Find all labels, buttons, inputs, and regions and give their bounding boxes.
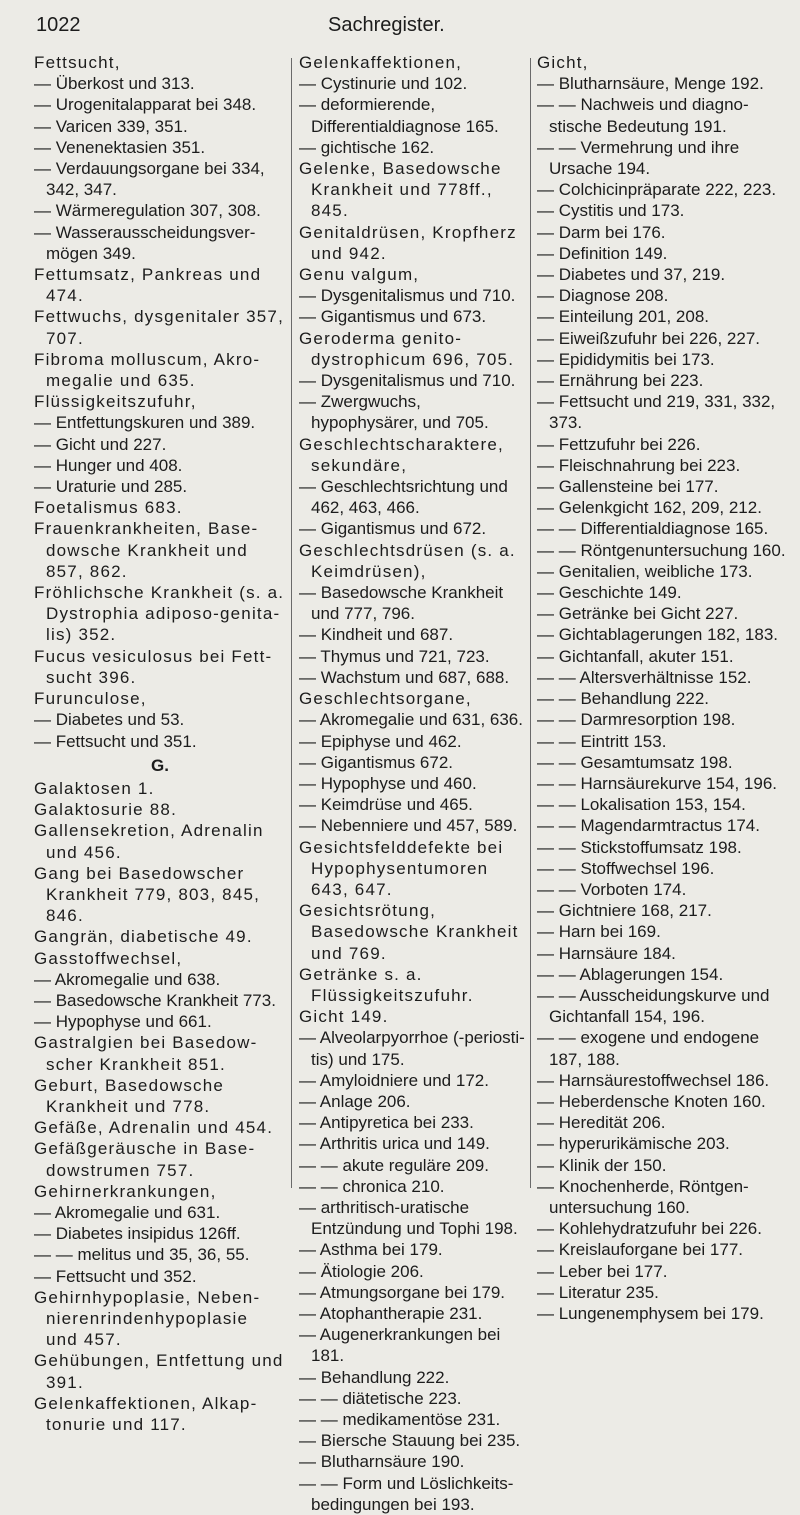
- index-entry: — Wärmeregulation 307, 308.: [34, 201, 261, 221]
- index-entry: — Darm bei 176.: [537, 222, 666, 242]
- index-entry: — Verdauungsorgane bei 334, 342, 347.: [34, 159, 265, 200]
- index-entry: — Nebenniere und 457, 589.: [299, 816, 518, 836]
- index-entry: — Knochenherde, Röntgenuntersuchung 160.: [537, 1176, 749, 1217]
- index-entry: Genitaldrüsen, Kropfherz und 942.: [299, 222, 517, 263]
- index-entry: Gehübungen, Entfettung und 391.: [34, 1351, 284, 1392]
- index-entry: — deformierende, Differentialdiagnose 165.: [299, 95, 499, 136]
- index-entry: — Fettsucht und 351.: [34, 731, 197, 751]
- index-entry: — Hypophyse und 661.: [34, 1012, 212, 1032]
- index-entry: — — Altersverhältnisse 152.: [537, 667, 752, 687]
- index-entry: Foetalismus 683.: [34, 498, 183, 518]
- index-entry: Fettwuchs, dysgenitaler 357, 707.: [34, 307, 284, 348]
- index-entry: Gesichtsrötung, Basedowsche Krankheit und 769.: [299, 901, 519, 963]
- index-entry: — Epiphyse und 462.: [299, 731, 462, 751]
- index-entry: — Antipyretica bei 233.: [299, 1113, 474, 1133]
- index-entry: — Harnsäure 184.: [537, 943, 676, 963]
- index-entry: — Diabetes insipidus 126ff.: [34, 1224, 241, 1244]
- index-entry: — Cystitis und 173.: [537, 201, 685, 221]
- index-entry: — Hunger und 408.: [34, 455, 183, 475]
- index-column-1: [34, 52, 286, 1434]
- index-entry: — Lungenemphysem bei 179.: [537, 1303, 764, 1323]
- index-entry: — Akromegalie und 638.: [34, 969, 221, 989]
- index-entry: — Eiweißzufuhr bei 226, 227.: [537, 328, 761, 348]
- index-entry: — Getränke bei Gicht 227.: [537, 604, 739, 624]
- index-entry: — — Lokalisation 153, 154.: [537, 795, 746, 815]
- index-entry: — Behandlung 222.: [299, 1367, 450, 1387]
- index-entry: Furunculose,: [34, 689, 147, 709]
- index-entry: — Definition 149.: [537, 243, 668, 263]
- index-entry: — Asthma bei 179.: [299, 1240, 443, 1260]
- index-entry: — — Ablagerungen 154.: [537, 964, 724, 984]
- index-entry: — Gichtniere 168, 217.: [537, 901, 712, 921]
- index-entry: — Literatur 235.: [537, 1282, 659, 1302]
- index-entry: — Diabetes und 53.: [34, 710, 185, 730]
- index-entry: — — Nachweis und diagnostische Bedeutung 191.: [537, 95, 749, 136]
- index-entry: — — Vorboten 174.: [537, 879, 687, 899]
- index-entry: — — Darmresorption 198.: [537, 710, 736, 730]
- index-entry: Gefäße, Adrenalin und 454.: [34, 1118, 274, 1138]
- index-entry: — Gigantismus 672.: [299, 752, 454, 772]
- index-entry: Gehirnerkrankungen,: [34, 1181, 217, 1201]
- index-entry: Fröhlichsche Krankheit (s. a. Dystrophia adiposo-genitalis) 352.: [34, 583, 285, 645]
- index-entry: — — Vermehrung und ihre Ursache 194.: [537, 137, 740, 179]
- index-entry: — Hypophyse und 460.: [299, 773, 477, 793]
- index-entry: Gastralgien bei Basedowscher Krankheit 851.: [34, 1033, 257, 1074]
- index-column-3: [537, 52, 789, 1323]
- index-entry: — — Behandlung 222.: [537, 689, 710, 709]
- column-divider-2: [530, 58, 531, 1188]
- index-entry: Gelenkaffektionen, Alkaptonurie und 117.: [34, 1393, 257, 1434]
- index-entry: Gesichtsfelddefekte bei Hypophysentumoren 643, 647.: [299, 837, 504, 899]
- index-entry: — Augenerkrankungen bei 181.: [299, 1325, 501, 1366]
- index-entry: — Venenektasien 351.: [34, 137, 206, 157]
- index-entry: — Geschichte 149.: [537, 583, 682, 603]
- index-entry: — Gichtablagerungen 182, 183.: [537, 625, 779, 645]
- index-entry: — — melitus und 35, 36, 55.: [34, 1245, 250, 1265]
- index-entry: — Gicht und 227.: [34, 434, 167, 454]
- index-entry: — Klinik der 150.: [537, 1155, 667, 1175]
- index-entry: — Gigantismus und 673.: [299, 307, 487, 327]
- index-entry: — — Form und Löslichkeitsbedingungen bei 193.: [299, 1473, 514, 1514]
- index-entry: — Atmungsorgane bei 179.: [299, 1282, 506, 1302]
- index-entry: — — Ausscheidungskurve und Gichtanfall 154, 196.: [537, 985, 770, 1027]
- index-entry: — Varicen 339, 351.: [34, 116, 188, 136]
- column-divider-1: [291, 58, 292, 1188]
- index-entry: — Colchicinpräparate 222, 223.: [537, 180, 777, 200]
- index-entry: — Heredität 206.: [537, 1113, 666, 1133]
- index-entry: — Wasserausscheidungsvermögen 349.: [34, 222, 256, 263]
- section-letter: G.: [151, 755, 169, 775]
- index-entry: — Gelenkgicht 162, 209, 212.: [537, 498, 762, 518]
- index-entry: — Gallensteine bei 177.: [537, 477, 719, 497]
- index-entry: — — exogene und endogene 187, 188.: [537, 1028, 760, 1069]
- index-entry: Gelenke, Basedowsche Krankheit und 778ff., 845.: [299, 159, 502, 221]
- index-entry: Frauenkrankheiten, Basedowsche Krankheit und 857, 862.: [34, 519, 258, 581]
- index-entry: — Diabetes und 37, 219.: [537, 265, 726, 285]
- index-entry: — Fettsucht und 352.: [34, 1266, 197, 1286]
- index-entry: — Thymus und 721, 723.: [299, 646, 490, 666]
- index-entry: Gang bei Basedowscher Krankheit 779, 803, 845, 846.: [34, 863, 261, 926]
- index-entry: Flüssigkeitszufuhr,: [34, 392, 197, 412]
- index-entry: — Akromegalie und 631.: [34, 1202, 221, 1222]
- index-entry: Genu valgum,: [299, 265, 420, 285]
- index-entry: — Blutharnsäure 190.: [299, 1452, 465, 1472]
- index-entry: — Urogenitalapparat bei 348.: [34, 95, 257, 115]
- index-entry: Geroderma genito-dystrophicum 696, 705.: [299, 328, 515, 369]
- index-entry: — Kindheit und 687.: [299, 625, 454, 645]
- index-entry: — Cystinurie und 102.: [299, 74, 468, 94]
- index-column-2: [299, 52, 525, 1514]
- index-entry: — Uraturie und 285.: [34, 477, 188, 497]
- index-entry: — hyperurikämische 203.: [537, 1134, 730, 1154]
- index-entry: — — chronica 210.: [299, 1176, 445, 1196]
- index-entry: — — Stoffwechsel 196.: [537, 858, 715, 878]
- index-entry: — — diätetische 223.: [299, 1388, 462, 1408]
- index-entry: — Dysgenitalismus und 710.: [299, 371, 516, 391]
- index-entry: — Anlage 206.: [299, 1091, 411, 1111]
- page-number: 1022: [36, 14, 81, 36]
- index-entry: — Biersche Stauung bei 235.: [299, 1431, 521, 1451]
- index-entry: Gehirnhypoplasie, Nebennierenrindenhypoplasie und 457.: [34, 1287, 260, 1350]
- index-entry: — Akromegalie und 631, 636.: [299, 710, 523, 730]
- index-entry: — Kohlehydratzufuhr bei 226.: [537, 1219, 762, 1239]
- index-entry: Geburt, Basedowsche Krankheit und 778.: [34, 1075, 225, 1116]
- index-entry: Gallensekretion, Adrenalin und 456.: [34, 821, 264, 862]
- index-entry: — gichtische 162.: [299, 137, 435, 157]
- index-entry: Gicht,: [537, 53, 589, 72]
- index-entry: Gicht 149.: [299, 1007, 389, 1027]
- index-entry: — Fettsucht und 219, 331, 332, 373.: [537, 392, 776, 433]
- index-entry: — arthritisch-uratische Entzündung und Tophi 198.: [299, 1197, 518, 1239]
- index-entry: — Dysgenitalismus und 710.: [299, 286, 516, 306]
- index-entry: — Entfettungskuren und 389.: [34, 413, 256, 433]
- index-entry: — — Differentialdiagnose 165.: [537, 519, 769, 539]
- index-entry: Gelenkaffektionen,: [299, 53, 463, 72]
- index-entry: — — Eintritt 153.: [537, 731, 667, 751]
- index-entry: — Leber bei 177.: [537, 1261, 668, 1281]
- index-entry: — Keimdrüse und 465.: [299, 795, 473, 815]
- index-entry: — Zwergwuchs, hypophysärer, und 705.: [299, 392, 489, 433]
- index-entry: — Wachstum und 687, 688.: [299, 667, 510, 687]
- index-entry: Galaktosurie 88.: [34, 800, 177, 820]
- index-entry: — — Harnsäurekurve 154, 196.: [537, 773, 778, 793]
- index-entry: Fucus vesiculosus bei Fettsucht 396.: [34, 646, 272, 687]
- index-entry: — — Magendarmtractus 174.: [537, 816, 760, 836]
- index-entry: Geschlechtsdrüsen (s. a. Keimdrüsen),: [299, 540, 516, 581]
- index-entry: Gasstoffwechsel,: [34, 948, 183, 968]
- index-entry: — Überkost und 313.: [34, 74, 195, 94]
- index-entry: — Gichtanfall, akuter 151.: [537, 646, 734, 666]
- index-entry: — Genitalien, weibliche 173.: [537, 561, 753, 581]
- index-entry: — — Stickstoffumsatz 198.: [537, 837, 742, 857]
- index-entry: — Gigantismus und 672.: [299, 519, 487, 539]
- index-entry: — Arthritis urica und 149.: [299, 1134, 490, 1154]
- index-entry: — Harnsäurestoffwechsel 186.: [537, 1070, 770, 1090]
- index-entry: — Heberdensche Knoten 160.: [537, 1091, 766, 1111]
- index-entry: — Blutharnsäure, Menge 192.: [537, 74, 764, 94]
- index-entry: — Alveolarpyorrhoe (-periostitis) und 175.: [299, 1028, 525, 1069]
- index-entry: — — Gesamtumsatz 198.: [537, 752, 733, 772]
- index-entry: — Amyloidniere und 172.: [299, 1070, 489, 1090]
- index-entry: — — Röntgenuntersuchung 160.: [537, 540, 786, 560]
- index-entry: — Geschlechtsrichtung und 462, 463, 466.: [299, 477, 508, 518]
- index-entry: — Kreislauforgane bei 177.: [537, 1240, 744, 1260]
- index-entry: Getränke s. a. Flüssigkeitszufuhr.: [299, 964, 474, 1005]
- index-entry: — Fleischnahrung bei 223.: [537, 455, 741, 475]
- index-entry: — Fettzufuhr bei 226.: [537, 434, 701, 454]
- index-entry: — Atophantherapie 231.: [299, 1303, 483, 1323]
- index-entry: — Harn bei 169.: [537, 922, 661, 942]
- index-entry: Galaktosen 1.: [34, 778, 155, 798]
- index-entry: Gefäßgeräusche in Basedowstrumen 757.: [34, 1139, 255, 1180]
- index-entry: — Basedowsche Krankheit 773.: [34, 990, 276, 1010]
- index-entry: — Basedowsche Krankheit und 777, 796.: [299, 583, 504, 624]
- index-entry: Geschlechtsorgane,: [299, 689, 472, 709]
- index-entry: — Ätiologie 206.: [299, 1261, 424, 1281]
- index-entry: Fettumsatz, Pankreas und 474.: [34, 265, 262, 306]
- index-entry: — — medikamentöse 231.: [299, 1410, 501, 1429]
- index-entry: — — akute reguläre 209.: [299, 1155, 489, 1175]
- running-head: Sachregister.: [328, 14, 445, 36]
- index-entry: — Diagnose 208.: [537, 286, 669, 306]
- index-entry: Geschlechtscharaktere, sekundäre,: [299, 434, 504, 475]
- index-entry: — Epididymitis bei 173.: [537, 349, 715, 369]
- index-entry: Fettsucht,: [34, 53, 121, 72]
- index-entry: — Ernährung bei 223.: [537, 371, 704, 391]
- index-entry: Gangrän, diabetische 49.: [34, 927, 253, 947]
- index-entry: — Einteilung 201, 208.: [537, 307, 710, 327]
- index-entry: Fibroma molluscum, Akromegalie und 635.: [34, 349, 260, 391]
